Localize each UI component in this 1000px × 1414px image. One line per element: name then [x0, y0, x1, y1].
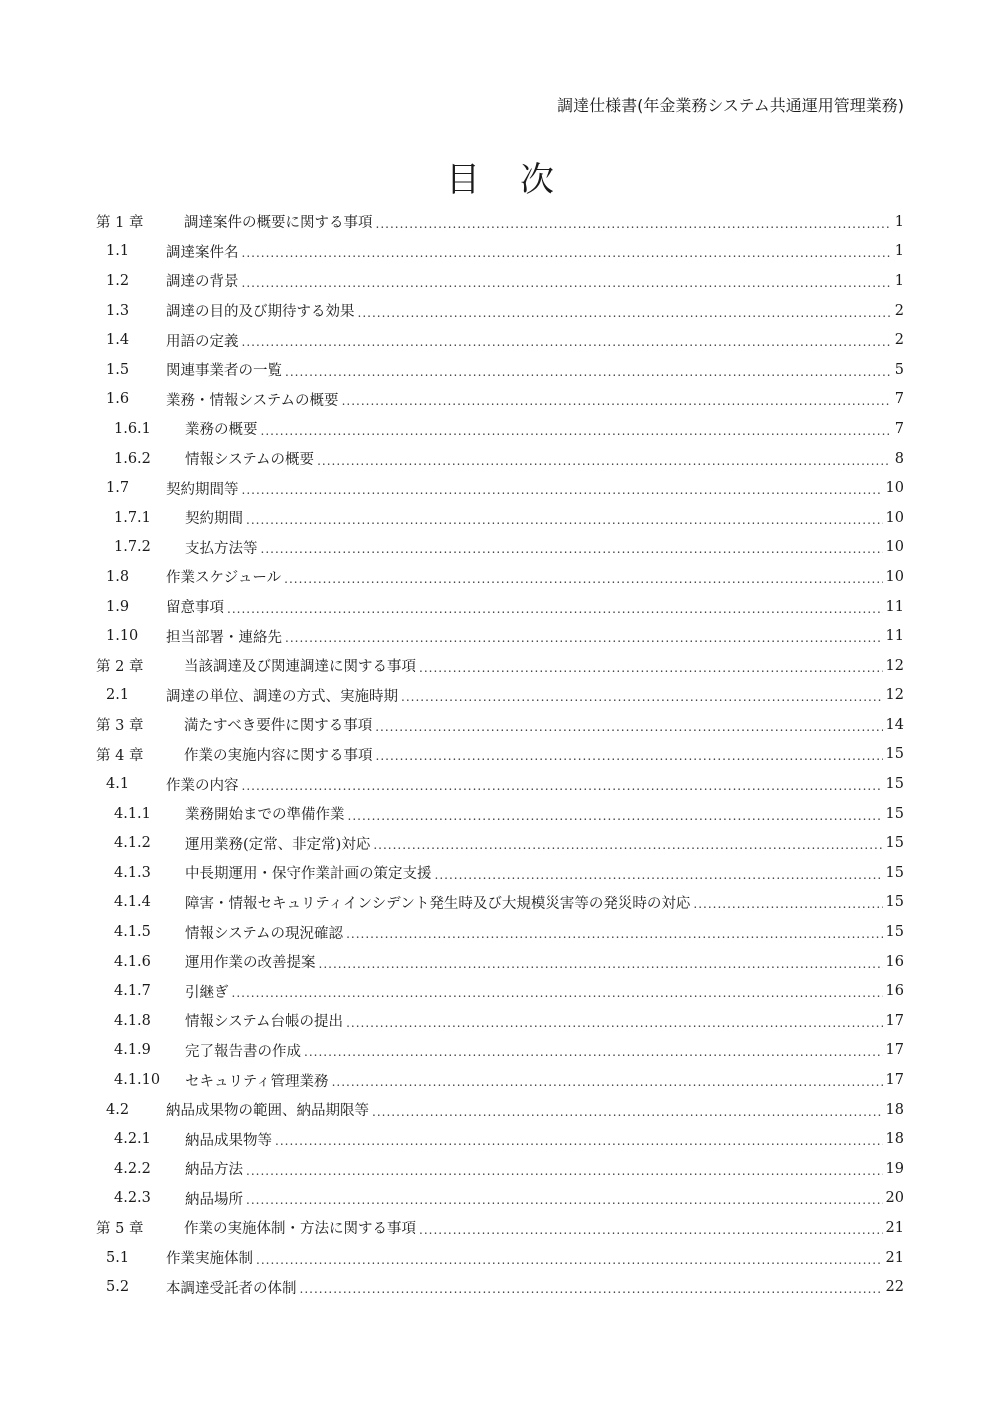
toc-dot-leader — [319, 958, 883, 970]
toc-entry-title: 作業スケジュール — [166, 570, 282, 587]
toc-entry-page-number: 11 — [885, 628, 904, 645]
toc-entry[interactable] — [96, 1095, 904, 1125]
toc-entry[interactable] — [96, 740, 904, 770]
toc-entry[interactable] — [96, 355, 904, 385]
toc-entry[interactable] — [96, 385, 904, 415]
toc-entry-number: 2.1 — [106, 687, 130, 704]
toc-entry[interactable] — [96, 503, 904, 533]
toc-entry-page-number: 8 — [894, 450, 904, 467]
toc-dot-leader — [346, 1017, 882, 1029]
toc-entry-number: 5.2 — [106, 1279, 130, 1296]
toc-entry[interactable] — [96, 651, 904, 681]
toc-entry[interactable] — [96, 592, 904, 622]
toc-dot-leader — [346, 928, 882, 940]
toc-entry-title: 納品成果物の範囲、納品期限等 — [166, 1103, 369, 1120]
toc-entry[interactable] — [96, 710, 904, 740]
toc-entry-page-number: 16 — [885, 953, 904, 970]
toc-dot-leader — [242, 277, 892, 289]
toc-entry-page-number: 14 — [885, 716, 904, 733]
toc-entry-number: 4.1.8 — [114, 1012, 151, 1029]
toc-dot-leader — [317, 455, 891, 467]
toc-entry-title: 納品成果物等 — [185, 1132, 272, 1149]
toc-entry[interactable] — [96, 858, 904, 888]
toc-dot-leader — [419, 662, 883, 674]
toc-entry[interactable] — [96, 917, 904, 947]
toc-entry-number: 1.3 — [106, 302, 130, 319]
toc-entry-page-number: 19 — [885, 1160, 904, 1177]
toc-dot-leader — [246, 1194, 883, 1206]
toc-entry-number: 第 1 章 — [96, 215, 144, 232]
toc-entry-page-number: 15 — [885, 864, 904, 881]
toc-entry[interactable] — [96, 1184, 904, 1214]
toc-entry-page-number: 10 — [885, 539, 904, 556]
toc-entry-page-number: 1 — [894, 272, 904, 289]
toc-entry[interactable] — [96, 947, 904, 977]
toc-entry[interactable] — [96, 325, 904, 355]
toc-entry-page-number: 17 — [885, 1012, 904, 1029]
toc-entry-title: 納品方法 — [185, 1162, 243, 1179]
toc-entry[interactable] — [96, 473, 904, 503]
toc-entry[interactable] — [96, 976, 904, 1006]
toc-dot-leader — [242, 484, 883, 496]
toc-entry-title: 関連事業者の一覧 — [166, 363, 282, 380]
toc-entry-number: 第 3 章 — [96, 718, 144, 735]
toc-dot-leader — [261, 543, 883, 555]
toc-heading: 目次 — [446, 160, 594, 200]
toc-entry-title: 調達の目的及び期待する効果 — [166, 304, 355, 321]
toc-entry-page-number: 15 — [885, 805, 904, 822]
toc-entry-page-number: 11 — [885, 598, 904, 615]
toc-entry-title: 満たすべき要件に関する事項 — [184, 718, 373, 735]
toc-entry-title: 作業の実施内容に関する事項 — [184, 747, 373, 764]
toc-entry-number: 1.6.1 — [114, 420, 151, 437]
toc-entry[interactable] — [96, 266, 904, 296]
toc-dot-leader — [246, 514, 883, 526]
toc-entry-number: 第 4 章 — [96, 747, 144, 764]
toc-dot-leader — [261, 425, 892, 437]
toc-entry-title: 作業実施体制 — [166, 1251, 253, 1268]
toc-entry-number: 第 5 章 — [96, 1221, 144, 1238]
toc-entry-number: 4.1.5 — [114, 924, 151, 941]
toc-dot-leader — [375, 721, 882, 733]
toc-entry[interactable] — [96, 1036, 904, 1066]
toc-entry-number: 1.9 — [106, 598, 130, 615]
toc-entry[interactable] — [96, 414, 904, 444]
toc-entry[interactable] — [96, 562, 904, 592]
toc-entry-page-number: 17 — [885, 1042, 904, 1059]
toc-entry-title: 情報システム台帳の提出 — [185, 1014, 344, 1031]
toc-dot-leader — [242, 780, 883, 792]
toc-entry-number: 4.1.10 — [114, 1072, 161, 1089]
toc-entry[interactable] — [96, 237, 904, 267]
toc-dot-leader — [300, 1283, 883, 1295]
table-of-contents — [96, 207, 904, 1302]
toc-entry-number: 第 2 章 — [96, 659, 144, 676]
toc-entry-title: 完了報告書の作成 — [185, 1043, 301, 1060]
toc-dot-leader — [275, 1135, 883, 1147]
toc-entry-page-number: 5 — [894, 361, 904, 378]
toc-entry-title: 調達案件の概要に関する事項 — [184, 215, 373, 232]
toc-dot-leader — [376, 750, 883, 762]
toc-entry-title: 調達案件名 — [166, 244, 239, 261]
toc-entry[interactable] — [96, 799, 904, 829]
toc-entry-number: 4.2.1 — [114, 1131, 151, 1148]
toc-entry-page-number: 21 — [885, 1249, 904, 1266]
toc-entry-title: 業務開始までの準備作業 — [185, 807, 345, 824]
toc-entry-page-number: 15 — [885, 776, 904, 793]
toc-entry[interactable] — [96, 207, 904, 237]
toc-entry[interactable] — [96, 1213, 904, 1243]
toc-entry[interactable] — [96, 1272, 904, 1302]
toc-entry-number: 1.1 — [106, 243, 130, 260]
toc-entry-number: 1.6.2 — [114, 450, 151, 467]
toc-entry-title: 業務・情報システムの概要 — [166, 392, 339, 409]
toc-entry-number: 1.5 — [106, 361, 130, 378]
toc-entry-page-number: 7 — [894, 391, 904, 408]
toc-dot-leader — [435, 869, 883, 881]
toc-entry-title: 運用業務(定常、非定常)対応 — [185, 836, 371, 853]
toc-entry-number: 5.1 — [106, 1249, 130, 1266]
toc-entry-page-number: 12 — [885, 687, 904, 704]
toc-entry-page-number: 1 — [894, 243, 904, 260]
toc-entry-page-number: 17 — [885, 1072, 904, 1089]
toc-dot-leader — [227, 603, 883, 615]
toc-entry[interactable] — [96, 444, 904, 474]
toc-entry-number: 1.10 — [106, 628, 139, 645]
toc-dot-leader — [284, 573, 882, 585]
toc-entry-page-number: 10 — [885, 509, 904, 526]
toc-entry-page-number: 2 — [894, 332, 904, 349]
toc-entry[interactable] — [96, 296, 904, 326]
toc-entry[interactable] — [96, 533, 904, 563]
toc-entry-page-number: 22 — [885, 1279, 904, 1296]
toc-entry-title: 障害・情報セキュリティインシデント発生時及び大規模災害等の発災時の対応 — [185, 895, 691, 912]
toc-entry-title: 留意事項 — [166, 600, 224, 617]
toc-entry-title: セキュリティ管理業務 — [185, 1073, 329, 1090]
toc-entry-number: 1.8 — [106, 568, 130, 585]
toc-entry-title: 運用作業の改善提案 — [185, 955, 316, 972]
toc-entry-title: 支払方法等 — [185, 540, 258, 557]
toc-entry[interactable] — [96, 1065, 904, 1095]
toc-entry-number: 4.1.2 — [114, 835, 151, 852]
toc-dot-leader — [358, 307, 892, 319]
toc-entry-page-number: 15 — [885, 924, 904, 941]
toc-dot-leader — [373, 839, 882, 851]
toc-entry-page-number: 21 — [885, 1219, 904, 1236]
toc-entry-page-number: 15 — [885, 746, 904, 763]
toc-dot-leader — [285, 366, 891, 378]
toc-entry-number: 4.1.9 — [114, 1042, 151, 1059]
toc-entry-page-number: 10 — [885, 480, 904, 497]
toc-entry-title: 当該調達及び関連調達に関する事項 — [184, 659, 416, 676]
toc-entry[interactable] — [96, 888, 904, 918]
toc-entry[interactable] — [96, 621, 904, 651]
toc-entry[interactable] — [96, 828, 904, 858]
toc-entry-title: 作業の実施体制・方法に関する事項 — [184, 1221, 416, 1238]
toc-entry-page-number: 2 — [894, 302, 904, 319]
toc-entry-title: 業務の概要 — [185, 422, 258, 439]
document-header-title: 調達仕様書(年金業務システム共通運用管理業務) — [557, 96, 904, 115]
toc-entry-title: 契約期間等 — [166, 481, 239, 498]
toc-entry-title: 作業の内容 — [166, 777, 239, 794]
toc-entry-page-number: 7 — [894, 420, 904, 437]
toc-dot-leader — [693, 898, 882, 910]
toc-dot-leader — [242, 247, 892, 259]
toc-dot-leader — [342, 395, 891, 407]
toc-dot-leader — [242, 336, 892, 348]
toc-entry[interactable] — [96, 1243, 904, 1273]
toc-entry-page-number: 15 — [885, 835, 904, 852]
toc-entry-number: 4.1 — [106, 776, 130, 793]
toc-entry-number: 1.7.2 — [114, 539, 151, 556]
toc-dot-leader — [232, 987, 883, 999]
toc-entry-number: 1.7.1 — [114, 509, 151, 526]
toc-entry[interactable] — [96, 1006, 904, 1036]
toc-dot-leader — [332, 1076, 883, 1088]
toc-entry-number: 4.1.4 — [114, 894, 151, 911]
toc-entry-page-number: 12 — [885, 657, 904, 674]
toc-entry-title: 中長期運用・保守作業計画の策定支援 — [185, 866, 432, 883]
toc-dot-leader — [376, 218, 892, 230]
toc-entry-number: 1.6 — [106, 391, 130, 408]
toc-entry-number: 4.2.3 — [114, 1190, 151, 1207]
toc-entry-title: 担当部署・連絡先 — [166, 629, 282, 646]
toc-entry-page-number: 18 — [885, 1101, 904, 1118]
toc-entry-page-number: 16 — [885, 983, 904, 1000]
toc-entry-number: 1.2 — [106, 272, 130, 289]
toc-entry-number: 4.2.2 — [114, 1160, 151, 1177]
toc-dot-leader — [348, 810, 883, 822]
toc-dot-leader — [401, 691, 883, 703]
toc-entry-title: 契約期間 — [185, 511, 243, 528]
toc-entry-number: 4.2 — [106, 1101, 130, 1118]
toc-entry-page-number: 20 — [885, 1190, 904, 1207]
toc-entry[interactable] — [96, 1154, 904, 1184]
toc-dot-leader — [285, 632, 883, 644]
toc-entry-page-number: 18 — [885, 1131, 904, 1148]
toc-entry-number: 4.1.7 — [114, 983, 151, 1000]
toc-entry-title: 情報システムの現況確認 — [185, 925, 344, 942]
toc-entry-title: 引継ぎ — [185, 984, 229, 1001]
toc-entry-page-number: 1 — [894, 213, 904, 230]
toc-entry-number: 4.1.6 — [114, 953, 151, 970]
toc-dot-leader — [246, 1165, 883, 1177]
toc-entry-title: 情報システムの概要 — [185, 452, 315, 469]
toc-entry-title: 調達の背景 — [166, 274, 239, 291]
toc-entry-page-number: 10 — [885, 568, 904, 585]
toc-entry-number: 4.1.3 — [114, 864, 151, 881]
toc-entry-number: 1.4 — [106, 332, 130, 349]
toc-entry[interactable] — [96, 1124, 904, 1154]
toc-entry-title: 納品場所 — [185, 1191, 243, 1208]
toc-entry-title: 調達の単位、調達の方式、実施時期 — [166, 688, 398, 705]
toc-entry-page-number: 15 — [885, 894, 904, 911]
toc-entry-number: 1.7 — [106, 480, 130, 497]
toc-entry-number: 4.1.1 — [114, 805, 151, 822]
toc-dot-leader — [372, 1106, 883, 1118]
toc-entry[interactable] — [96, 681, 904, 711]
toc-entry[interactable] — [96, 769, 904, 799]
toc-dot-leader — [304, 1046, 883, 1058]
toc-dot-leader — [256, 1254, 883, 1266]
toc-entry-title: 用語の定義 — [166, 333, 239, 350]
toc-dot-leader — [419, 1224, 883, 1236]
toc-entry-title: 本調達受託者の体制 — [166, 1280, 297, 1297]
